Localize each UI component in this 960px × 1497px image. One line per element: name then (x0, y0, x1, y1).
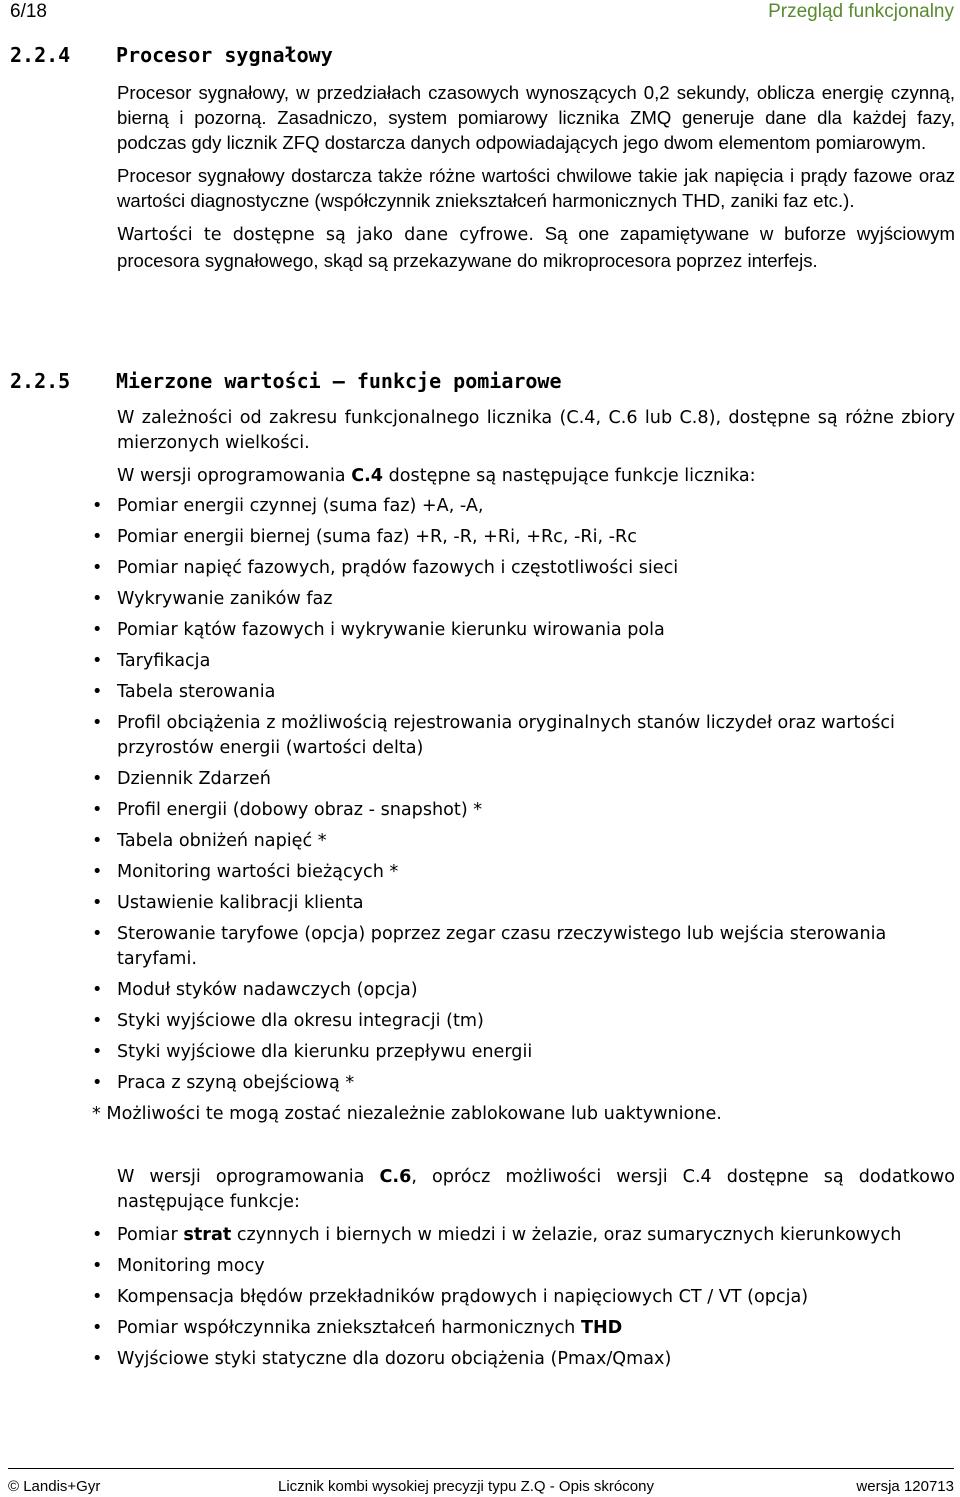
list-item-text: Pomiar napięć fazowych, prądów fazowych i częstotliwości sieci (117, 558, 679, 578)
list-item (64, 649, 902, 674)
text-span: W wersji oprogramowania (117, 1167, 380, 1187)
list-item (64, 829, 902, 854)
bullet-icon: • (92, 980, 103, 1000)
list-item (64, 978, 902, 1003)
list-item (64, 1254, 955, 1279)
page-number: 6/18 (10, 1, 47, 22)
text-span: THD (580, 1318, 623, 1338)
bullet-list (64, 494, 902, 1096)
bullet-icon: • (92, 924, 103, 944)
list-item-text: Sterowanie taryfowe (opcja) poprzez zegar czasu rzeczywistego lub wejścia sterowania taryfami. (117, 924, 887, 969)
list-item-text: Dziennik Zdarzeń (117, 769, 271, 789)
footer-version: wersja 120713 (856, 1478, 954, 1495)
text-span: czynnych i biernych w miedzi i w żelazie, oraz sumarycznych kierunkowych (231, 1225, 902, 1245)
bullet-icon: • (92, 1287, 103, 1307)
footer-document-title: Licznik kombi wysokiej precyzji typu Z.Q - Opis skrócony (278, 1478, 654, 1495)
text-span: dostępne są następujące funkcje licznika: (383, 466, 756, 486)
list-item-text: Tabela obniżeń napięć * (117, 831, 327, 851)
text-span: Wartości te dostępne są jako dane cyfrowe. (117, 225, 534, 245)
footnote: * Możliwości te mogą zostać niezależnie zablokowane lub uaktywnione. (92, 1104, 722, 1124)
section-title: Mierzone wartości – funkcje pomiarowe (116, 369, 562, 393)
bullet-icon: • (92, 769, 103, 789)
list-item (64, 767, 902, 792)
list-item-text: Pomiar energii czynnej (suma faz) +A, -A, (117, 496, 484, 516)
bullet-icon: • (92, 651, 103, 671)
section-body-c6 (117, 1165, 955, 1221)
version-label: C.6 (379, 1167, 412, 1187)
list-item (64, 1285, 955, 1310)
paragraph: Procesor sygnałowy, w przedziałach czasowych wynoszących 0,2 sekundy, oblicza energię czynną, bierną i pozorną. Zasadniczo, system pomiarowy licznika ZMQ generuje dane dla każdej fazy, podczas gdy licznik ZFQ dostarcza danych odpowiadających jego dwom elementom pomiarowym. (117, 82, 955, 153)
list-item (64, 860, 902, 885)
bullet-icon: • (92, 682, 103, 702)
list-item-text: Pomiar kątów fazowych i wykrywanie kierunku wirowania pola (117, 620, 665, 640)
list-item (64, 1316, 955, 1341)
bullet-icon: • (92, 893, 103, 913)
text-span: Pomiar (117, 1225, 184, 1245)
text-span: Pomiar współczynnika zniekształceń harmonicznych (117, 1318, 581, 1338)
list-item-text: Moduł styków nadawczych (opcja) (117, 980, 418, 1000)
list-item (64, 711, 902, 761)
list-item-text: Pomiar energii biernej (suma faz) +R, -R, +Ri, +Rc, -Ri, -Rc (117, 527, 637, 547)
bullet-icon: • (92, 1318, 103, 1338)
list-item (64, 618, 902, 643)
list-item (64, 587, 902, 612)
bullet-icon: • (92, 1042, 103, 1062)
bullet-icon: • (92, 527, 103, 547)
list-item-text: Taryfikacja (117, 651, 211, 671)
bullet-list (64, 1223, 955, 1372)
bullet-icon: • (92, 589, 103, 609)
page-header (10, 0, 954, 30)
paragraph (117, 464, 955, 489)
text-span: strat (183, 1225, 232, 1245)
list-item-text: Praca z szyną obejściową * (117, 1073, 355, 1093)
list-item-text: Styki wyjściowe dla okresu integracji (tm) (117, 1011, 484, 1031)
footer-divider (8, 1468, 954, 1469)
bullet-icon: • (92, 1256, 103, 1276)
text-span: W wersji oprogramowania (117, 466, 352, 486)
list-item (64, 1009, 902, 1034)
list-item (64, 556, 902, 581)
header-title: Przegląd funkcjonalny (768, 1, 954, 22)
c6-function-list (64, 1223, 955, 1378)
list-item-text: Profil energii (dobowy obraz - snapshot) * (117, 800, 483, 820)
version-label: C.4 (351, 466, 384, 486)
section-heading-2-2-5 (10, 368, 562, 394)
footer-copyright: © Landis+Gyr (8, 1478, 101, 1495)
list-item-text: Tabela sterowania (117, 682, 276, 702)
list-item (64, 1223, 955, 1248)
c4-function-list (64, 494, 902, 1127)
section-body-2-2-5 (117, 406, 955, 495)
list-item (64, 922, 902, 972)
bullet-icon: • (92, 831, 103, 851)
text-span: Wyjściowe styki statyczne dla dozoru obciążenia (Pmax/Qmax) (117, 1349, 672, 1369)
bullet-icon: • (92, 558, 103, 578)
paragraph: Procesor sygnałowy dostarcza także różne wartości chwilowe takie jak napięcia i prądy fazowe oraz wartości diagnostyczne (współczynnik zniekształceń harmonicznych THD, zaniki faz etc.). (117, 165, 955, 211)
section-title: Procesor sygnałowy (116, 43, 333, 67)
section-number: 2.2.5 (10, 369, 71, 393)
list-item (64, 1347, 955, 1372)
list-item (64, 494, 902, 519)
list-item (64, 680, 902, 705)
bullet-icon: • (92, 713, 103, 733)
list-item (64, 1071, 902, 1096)
paragraph: W zależności od zakresu funkcjonalnego licznika (C.4, C.6 lub C.8), dostępne są różne zbiory mierzonych wielkości. (117, 408, 955, 453)
page-footer (0, 1468, 960, 1497)
list-item (64, 798, 902, 823)
text-span: Są one zapamiętywane w buforze wyjściowym procesora sygnałowego, skąd są przekazywane do mikroprocesora poprzez interfejs. (117, 223, 955, 271)
section-number: 2.2.4 (10, 43, 71, 67)
text-span: , oprócz możliwości wersji C.4 dostępne są dodatkowo następujące funkcje: (117, 1167, 956, 1212)
bullet-icon: • (92, 496, 103, 516)
section-body-2-2-4 (117, 80, 955, 281)
list-item (64, 525, 902, 550)
list-item (64, 1040, 902, 1065)
paragraph (117, 1165, 955, 1215)
list-item-text: Wykrywanie zaników faz (117, 589, 333, 609)
text-span: Kompensacja błędów przekładników prądowych i napięciowych CT / VT (opcja) (117, 1287, 809, 1307)
paragraph (117, 221, 955, 273)
section-heading-2-2-4 (10, 42, 333, 68)
bullet-icon: • (92, 1073, 103, 1093)
bullet-icon: • (92, 620, 103, 640)
text-span: Monitoring mocy (117, 1256, 265, 1276)
list-item (64, 891, 902, 916)
list-item-text: Ustawienie kalibracji klienta (117, 893, 364, 913)
bullet-icon: • (92, 862, 103, 882)
list-item-text: Profil obciążenia z możliwością rejestrowania oryginalnych stanów liczydeł oraz wartości przyrostów energii (wartości delta) (117, 713, 895, 758)
bullet-icon: • (92, 1225, 103, 1245)
bullet-icon: • (92, 1349, 103, 1369)
bullet-icon: • (92, 800, 103, 820)
bullet-icon: • (92, 1011, 103, 1031)
list-item-text: Styki wyjściowe dla kierunku przepływu energii (117, 1042, 533, 1062)
list-item-text: Monitoring wartości bieżących * (117, 862, 399, 882)
